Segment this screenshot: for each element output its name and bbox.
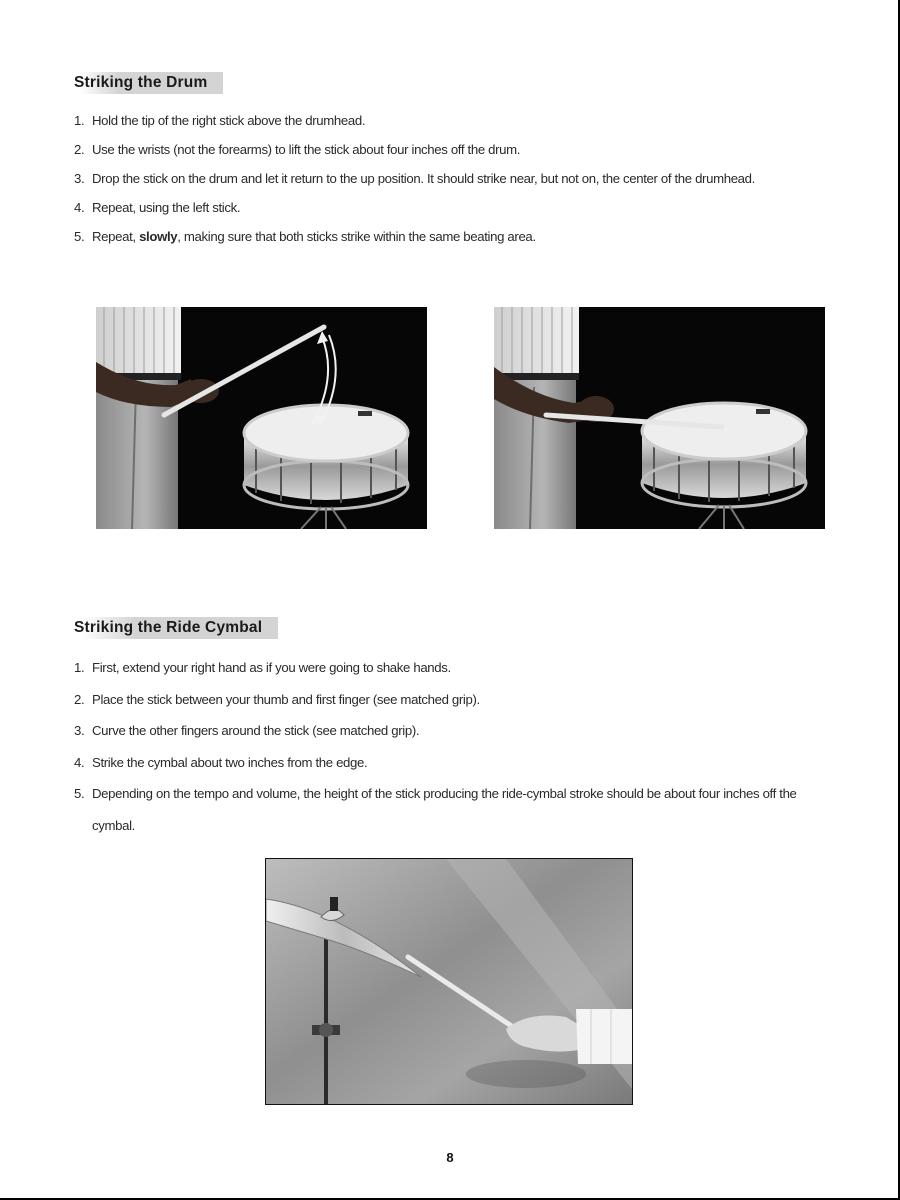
list-item [74, 747, 832, 779]
step-number: 2. [74, 691, 85, 707]
list-item [74, 193, 832, 222]
photo-ride-cymbal [265, 858, 633, 1105]
list-item [74, 778, 832, 841]
step-text: Use the wrists (not the forearms) to lift the stick about four inches off the drum. [92, 142, 521, 157]
photo-stick-raised [96, 307, 427, 529]
step-text: Place the stick between your thumb and first finger (see matched grip). [92, 691, 480, 707]
cymbal-steps-list [74, 652, 832, 841]
step-number: 2. [74, 142, 85, 157]
drum-steps-list [74, 106, 832, 251]
step-number: 5. [74, 229, 85, 244]
step-text: First, extend your right hand as if you were going to shake hands. [92, 660, 451, 675]
step-number: 3. [74, 171, 85, 186]
list-item [74, 222, 832, 251]
step-number: 4. [74, 754, 85, 770]
step-text: Curve the other fingers around the stick (see matched grip). [92, 723, 420, 738]
list-item [74, 135, 832, 164]
step-text: Hold the tip of the right stick above the drumhead. [92, 113, 366, 128]
step-number: 1. [74, 113, 85, 128]
list-item [74, 164, 832, 193]
photo-stick-down [494, 307, 825, 529]
list-item [74, 652, 832, 684]
step-number: 5. [74, 786, 85, 801]
step-text: Depending on the tempo and volume, the height of the stick producing the ride-cymbal stroke should be about four inches off the cymbal. [92, 786, 797, 833]
step-number: 3. [74, 723, 85, 738]
step-text: Drop the stick on the drum and let it return to the up position. It should strike near, but not on, the center of the drumhead. [92, 171, 755, 186]
section-heading-striking-cymbal: Striking the Ride Cymbal [74, 617, 278, 639]
list-item [74, 106, 832, 135]
step-text-before: Repeat, [92, 229, 140, 244]
page-number: 8 [446, 1150, 454, 1165]
section-heading-striking-drum: Striking the Drum [74, 72, 223, 94]
step-number: 4. [74, 200, 85, 215]
step-number: 1. [74, 660, 85, 675]
step-text: Repeat, using the left stick. [92, 200, 241, 215]
step-text-bold: slowly [139, 229, 178, 244]
step-text: Strike the cymbal about two inches from the edge. [92, 754, 368, 770]
list-item [74, 684, 832, 716]
step-text-after: , making sure that both sticks strike within the same beating area. [177, 229, 536, 244]
list-item [74, 715, 832, 747]
